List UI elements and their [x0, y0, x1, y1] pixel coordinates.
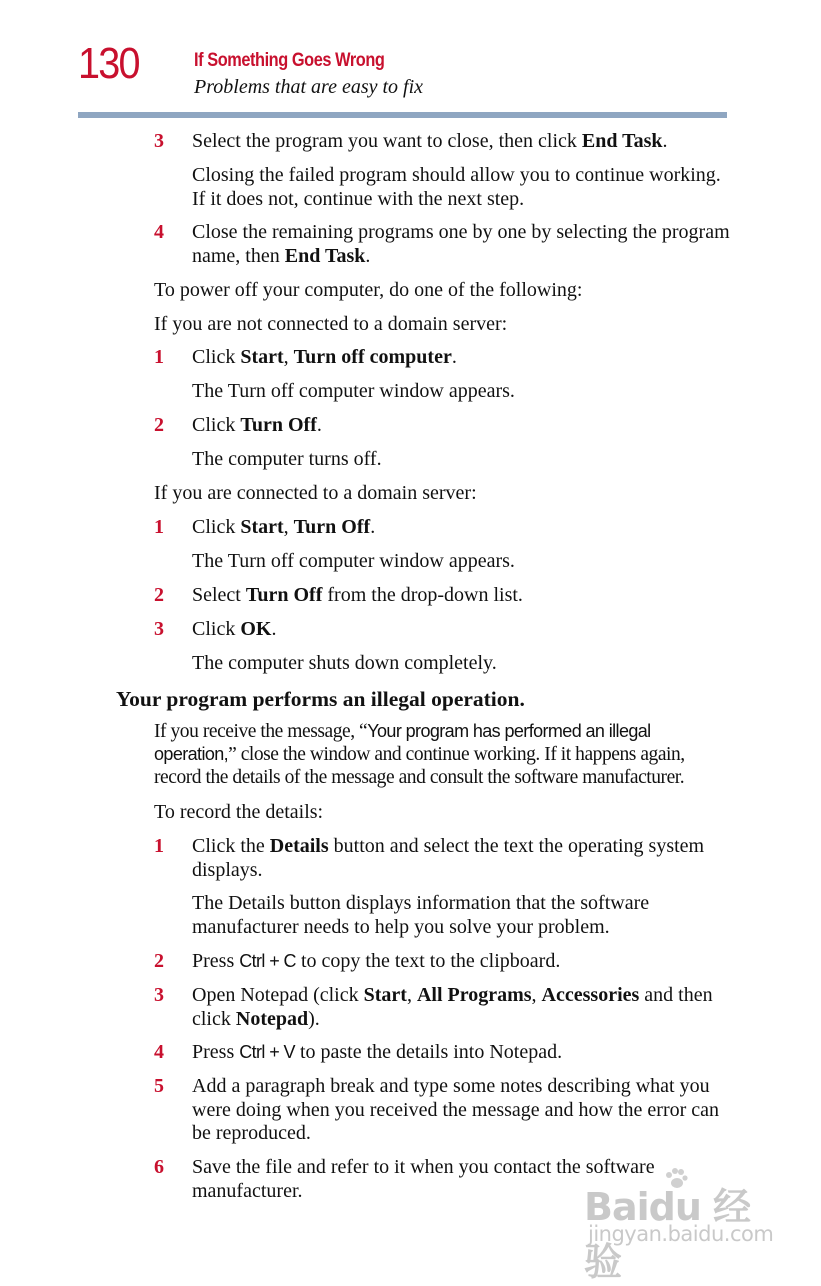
step-4-press-ctrl-v — [154, 1041, 734, 1065]
step-number: 2 — [154, 950, 164, 972]
paragraph-record: To record the details: — [154, 801, 324, 823]
paragraph-window-appears-domain: The Turn off computer window appears. — [192, 550, 515, 572]
step-text: Click Start, Turn off computer. — [192, 346, 457, 368]
step-1-click-start-domain — [154, 516, 734, 540]
step-number: 3 — [154, 984, 164, 1006]
paragraph-power-off: To power off your computer, do one of the following: — [154, 279, 583, 301]
step-text: Select Turn Off from the drop-down list. — [192, 584, 523, 606]
step-number: 1 — [154, 516, 164, 538]
chapter-title: If Something Goes Wrong — [194, 50, 385, 71]
step-number: 6 — [154, 1156, 164, 1178]
step-number: 2 — [154, 584, 164, 606]
step-text: Click Turn Off. — [192, 414, 322, 436]
step-text: Click Start, Turn Off. — [192, 516, 376, 538]
step-4-close-remaining — [154, 221, 734, 268]
step-text: Close the remaining programs one by one by selecting the program name, then End Task. — [192, 221, 730, 267]
step-number: 1 — [154, 346, 164, 368]
step-text: Press Ctrl + V to paste the details into Notepad. — [192, 1041, 563, 1063]
paragraph-illegal-message: If you receive the message, “Your program has performed an illegal operation,” close the window and continue working. If it happens again, record the details of the message and consult the software manufacturer. — [154, 721, 685, 788]
step-number: 1 — [154, 835, 164, 857]
paragraph-closing: Closing the failed program should allow you to continue working. If it does not, continue with the next step. — [192, 164, 721, 210]
step-number: 4 — [154, 1041, 164, 1063]
step-3-select-program — [154, 130, 734, 154]
step-1-click-start — [154, 346, 734, 370]
section-title: Problems that are easy to fix — [194, 76, 424, 98]
step-text: Click the Details button and select the text the operating system displays. — [192, 835, 705, 881]
step-2-select-turn-off — [154, 584, 734, 608]
step-text: Select the program you want to close, then click End Task. — [192, 130, 668, 152]
paragraph-domain: If you are connected to a domain server: — [154, 482, 477, 504]
paragraph-window-appears: The Turn off computer window appears. — [192, 380, 515, 402]
watermark-brand: Baidu 经验 — [584, 1185, 751, 1284]
step-text: Add a paragraph break and type some notes describing what you were doing when you received the message and how the error can be reproduced. — [192, 1075, 720, 1144]
error-message-text: operation, — [154, 744, 229, 764]
error-message-text: Your program has performed an illegal — [367, 721, 651, 741]
step-3-open-notepad — [154, 984, 734, 1031]
key-combo: Ctrl + V — [239, 1042, 295, 1062]
paragraph-not-domain: If you are not connected to a domain server: — [154, 313, 508, 335]
paragraph-shutdown: The computer shuts down completely. — [192, 652, 497, 674]
step-3-click-ok — [154, 618, 734, 642]
step-2-press-ctrl-c — [154, 950, 734, 974]
page-number: 130 — [78, 39, 139, 88]
step-2-click-turn-off — [154, 414, 734, 438]
baidu-watermark — [580, 1168, 780, 1284]
step-1-click-details — [154, 835, 734, 882]
step-text: Save the file and refer to it when you contact the software manufacturer. — [192, 1156, 655, 1202]
paragraph-turns-off: The computer turns off. — [192, 448, 382, 470]
step-text: Press Ctrl + C to copy the text to the clipboard. — [192, 950, 561, 972]
step-text: Click OK. — [192, 618, 277, 640]
step-number: 3 — [154, 130, 164, 152]
step-text: Open Notepad (click Start, All Programs, Accessories and then click Notepad). — [192, 984, 713, 1030]
step-number: 2 — [154, 414, 164, 436]
key-combo: Ctrl + C — [239, 951, 296, 971]
step-5-add-notes — [154, 1075, 734, 1146]
paragraph-details-info: The Details button displays information that the software manufacturer needs to help you solve your problem. — [192, 892, 650, 938]
step-number: 5 — [154, 1075, 164, 1097]
watermark-url: jingyan.baidu.com — [588, 1222, 774, 1246]
step-number: 4 — [154, 221, 164, 243]
header-rule — [78, 112, 727, 118]
step-number: 3 — [154, 618, 164, 640]
subsection-heading: Your program performs an illegal operation. — [116, 687, 525, 711]
